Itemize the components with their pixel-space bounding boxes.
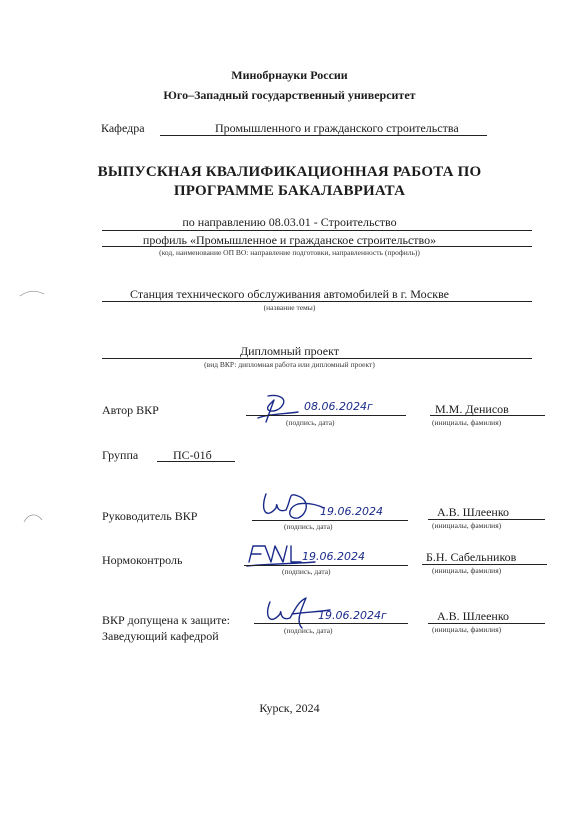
direction-line2: профиль «Промышленное и гражданское строительство» <box>142 233 437 247</box>
direction-caption: (код, наименование ОП ВО: направление подготовки, направленность (профиль)) <box>159 248 420 257</box>
department-underline <box>160 135 487 136</box>
department-value: Промышленного и гражданского строительства <box>215 121 459 135</box>
author-name: М.М. Денисов <box>435 402 509 416</box>
supervisor-name-underline <box>428 519 545 520</box>
topic-underline <box>102 301 532 302</box>
topic-caption: (название темы) <box>263 303 316 312</box>
admission-date: 19.06.2024г <box>318 609 387 622</box>
author-name-underline <box>430 415 545 416</box>
city-year: Курск, 2024 <box>259 701 320 715</box>
group-value: ПС-01б <box>173 448 212 462</box>
scan-mark <box>18 510 48 526</box>
normcontrol-name-underline <box>422 564 547 565</box>
supervisor-sign-underline <box>252 520 408 521</box>
ministry-name: Минобрнауки России <box>231 68 348 82</box>
normcontrol-sign-underline <box>244 565 408 566</box>
work-type-underline <box>102 358 532 359</box>
author-label: Автор ВКР <box>102 403 159 417</box>
department-label: Кафедра <box>101 121 145 135</box>
work-type-value: Дипломный проект <box>239 344 340 358</box>
admission-name: А.В. Шлеенко <box>437 609 510 623</box>
supervisor-sign-caption: (подпись, дата) <box>284 522 333 531</box>
topic-value: Станция технического обслуживания автомобилей в г. Москве <box>130 287 449 301</box>
normcontrol-date: 19.06.2024 <box>302 550 365 563</box>
normcontrol-sign-caption: (подпись, дата) <box>282 567 331 576</box>
admission-sign-caption: (подпись, дата) <box>284 626 333 635</box>
admission-label-line1: ВКР допущена к защите: <box>102 613 230 627</box>
author-sign-underline <box>246 415 406 416</box>
direction-underline1 <box>102 230 532 231</box>
admission-name-underline <box>428 623 545 624</box>
normcontrol-name-caption: (инициалы, фамилия) <box>432 566 502 575</box>
group-label: Группа <box>102 448 139 462</box>
work-title-line1: ВЫПУСКНАЯ КВАЛИФИКАЦИОННАЯ РАБОТА ПО <box>97 164 482 180</box>
supervisor-date: 19.06.2024 <box>320 505 383 518</box>
author-name-caption: (инициалы, фамилия) <box>432 418 502 427</box>
work-type-caption: (вид ВКР: дипломная работа или дипломный проект) <box>204 360 375 369</box>
normcontrol-label: Нормоконтроль <box>102 553 183 567</box>
supervisor-name-caption: (инициалы, фамилия) <box>432 521 502 530</box>
admission-label-line2: Заведующий кафедрой <box>102 629 219 643</box>
direction-underline2 <box>102 246 532 247</box>
scan-mark <box>18 286 48 300</box>
group-underline <box>157 461 235 462</box>
university-name: Юго–Западный государственный университет <box>163 88 416 102</box>
author-sign-caption: (подпись, дата) <box>286 418 335 427</box>
admission-name-caption: (инициалы, фамилия) <box>432 625 502 634</box>
normcontrol-name: Б.Н. Сабельников <box>426 550 517 564</box>
direction-line1: по направлению 08.03.01 - Строительство <box>182 215 397 229</box>
admission-sign-underline <box>254 623 408 624</box>
work-title-line2: ПРОГРАММЕ БАКАЛАВРИАТА <box>173 183 406 199</box>
supervisor-label: Руководитель ВКР <box>102 509 198 523</box>
supervisor-name: А.В. Шлеенко <box>437 505 510 519</box>
author-date: 08.06.2024г <box>304 400 373 413</box>
